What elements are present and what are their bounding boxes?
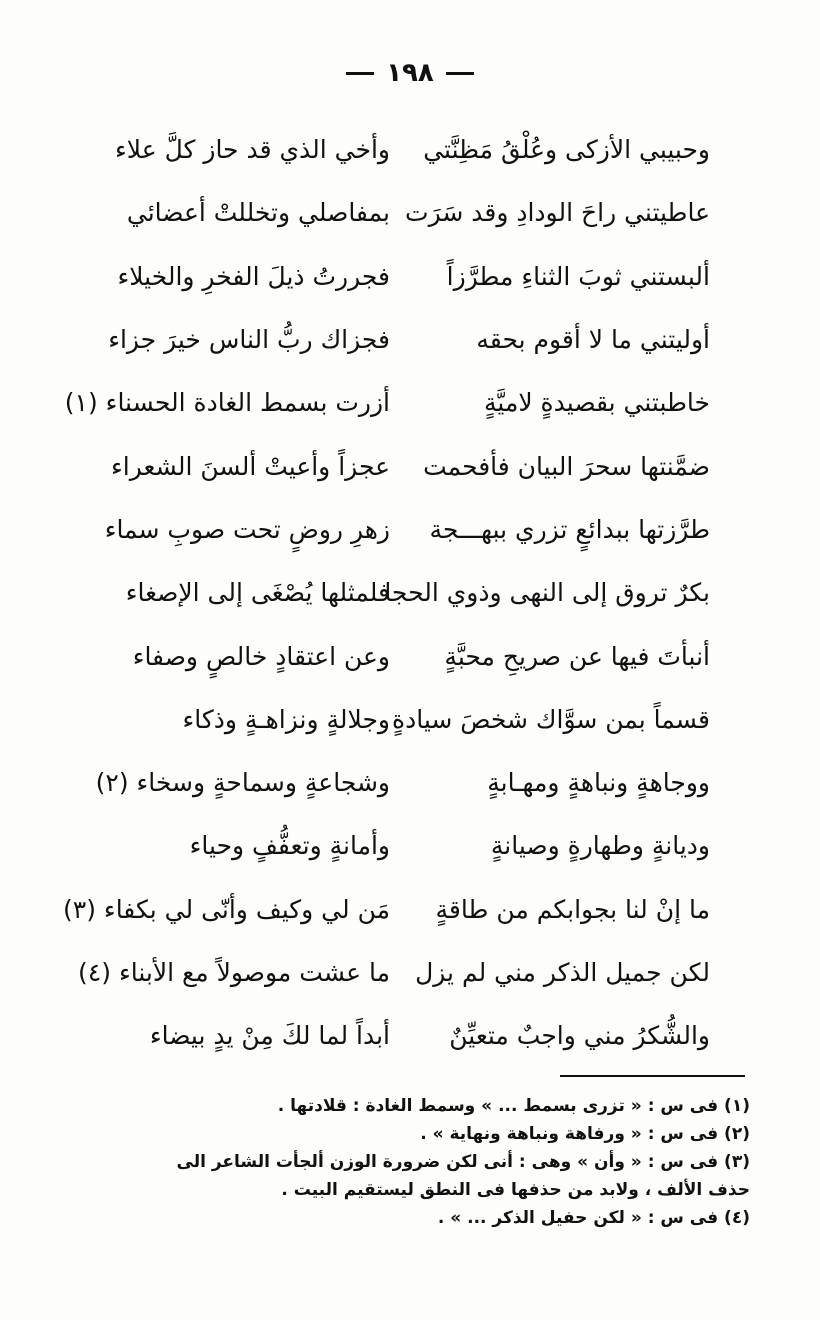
verse-8-first-hemistich: بكرٌ تروق إلى النهى وذوي الحجا	[384, 578, 710, 608]
verse-15-first-hemistich: والشُّكرُ مني واجبٌ متعيِّنٌ	[449, 1021, 710, 1051]
footnote-1: (١) فى س : « تزرى بسمط ... » وسمط الغادة : قلادتها .	[277, 1096, 750, 1116]
verse-14-second-hemistich: ما عشت موصولاً مع الأبناء (٤)	[78, 958, 390, 987]
verse-9-second-hemistich: وعن اعتقادٍ خالصٍ وصفاء	[132, 641, 390, 671]
verse-7-first-hemistich: طرَّزتها ببدائعٍ تزري ببهـــجة	[429, 514, 710, 544]
verse-10	[95, 688, 710, 751]
verse-5-first-hemistich: خاطبتني بقصيدةٍ لاميَّةٍ	[484, 388, 710, 418]
footnote-divider	[560, 1075, 745, 1077]
verse-8-second-hemistich: فلمثلها يُصْغَى إلى الإصغاء	[125, 578, 390, 608]
verse-4	[95, 308, 710, 371]
verse-6-first-hemistich: ضمَّنتها سحرَ البيان فأفحمت	[423, 451, 710, 481]
verse-15	[95, 1004, 710, 1067]
verse-2-first-hemistich: عاطيتني راحَ الودادِ وقد سَرَت	[405, 198, 710, 228]
verse-12-first-hemistich: وديانةٍ وطهارةٍ وصيانةٍ	[490, 831, 710, 861]
verse-14	[78, 941, 710, 1004]
verse-13-second-hemistich: مَن لي وكيف وأنّى لي بكفاء (٣)	[63, 894, 390, 924]
dash-left	[346, 72, 374, 75]
verse-10-first-hemistich: قسماً بمن سوَّاك شخصَ سيادةٍ	[391, 704, 710, 734]
verse-3	[95, 245, 710, 308]
verse-2-second-hemistich: بمفاصلي وتخللتْ أعضائي	[126, 198, 390, 228]
footnote-3: (٣) فى س : « وأن » وهى : أنى لكن ضرورة الوزن ألجأت الشاعر الى	[176, 1152, 750, 1172]
verse-11	[95, 751, 710, 814]
verse-1	[95, 118, 710, 181]
dash-right	[446, 72, 474, 75]
verse-2	[95, 181, 710, 244]
verse-6	[95, 434, 710, 497]
verse-10-second-hemistich: وجلالةٍ ونزاهـةٍ وذكاء	[182, 704, 390, 734]
verse-9-first-hemistich: أنبأتَ فيها عن صريحِ محبَّةٍ	[444, 641, 710, 671]
verse-11-first-hemistich: ووجاهةٍ ونباهةٍ ومهـابةٍ	[487, 768, 710, 798]
verse-3-second-hemistich: فجررتُ ذيلَ الفخرِ والخيلاء	[117, 261, 390, 291]
verse-12-second-hemistich: وأمانةٍ وتعفُّفٍ وحياء	[189, 831, 390, 861]
verse-7	[95, 498, 710, 561]
verse-15-second-hemistich: أبداً لما لكَ مِنْ يدٍ بيضاء	[149, 1021, 390, 1051]
footnotes	[60, 1092, 750, 1232]
verse-14-first-hemistich: لكن جميل الذكر مني لم يزل	[415, 958, 710, 987]
page-number-text: ١٩٨	[386, 58, 434, 88]
verse-13-first-hemistich: ما إنْ لنا بجوابكم من طاقةٍ	[435, 894, 710, 924]
footnote-2: (٢) فى س : « ورفاهة ونباهة ونهاية » .	[420, 1124, 750, 1144]
page-number	[0, 58, 820, 88]
verse-12	[95, 814, 710, 877]
verse-4-first-hemistich: أوليتني ما لا أقوم بحقه	[476, 325, 710, 355]
verse-6-second-hemistich: عجزاً وأعيتْ ألسنَ الشعراء	[111, 451, 390, 481]
verse-4-second-hemistich: فجزاك ربُّ الناس خيرَ جزاء	[108, 325, 390, 355]
footnote-4: (٤) فى س : « لكن حفيل الذكر ... » .	[437, 1208, 750, 1228]
verse-8	[95, 561, 710, 624]
verse-5-second-hemistich: أزرت بسمط الغادة الحسناء (١)	[64, 388, 390, 418]
verse-11-second-hemistich: وشجاعةٍ وسماحةٍ وسخاء (٢)	[95, 768, 390, 798]
verse-5	[64, 371, 710, 434]
verse-13	[63, 878, 710, 941]
verse-1-second-hemistich: وأخي الذي قد حاز كلَّ علاء	[115, 135, 390, 165]
poem	[63, 118, 710, 1067]
verse-1-first-hemistich: وحبيبي الأزكى وعُلْقُ مَظِنَّتي	[423, 135, 710, 165]
verse-9	[95, 624, 710, 687]
verse-7-second-hemistich: زهرِ روضٍ تحت صوبِ سماء	[104, 514, 390, 544]
verse-3-first-hemistich: ألبستني ثوبَ الثناءِ مطرَّزاً	[446, 261, 710, 291]
footnote-3-continuation: حذف الألف ، ولابد من حذفها فى النطق ليستقيم البيت .	[281, 1180, 750, 1200]
